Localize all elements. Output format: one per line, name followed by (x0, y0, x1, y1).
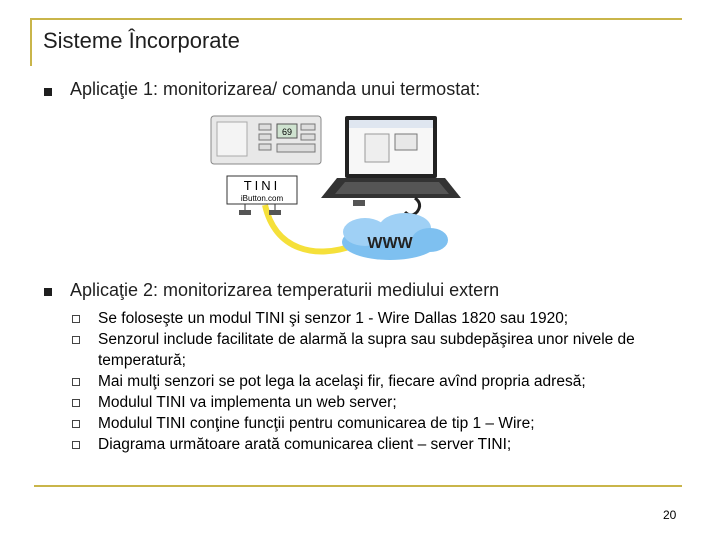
cloud-icon (342, 213, 448, 260)
frame-left-line (30, 18, 32, 66)
checkbox-bullet-icon (72, 315, 80, 323)
frame-top-line (30, 18, 682, 20)
tini-module-icon (227, 176, 297, 215)
list-item: Modulul TINI conţine funcţii pentru comunicarea de tip 1 – Wire; (72, 413, 672, 434)
list-item: Se foloseşte un modul TINI şi senzor 1 - Wire Dallas 1820 sau 1920; (72, 308, 672, 329)
list-item: Diagrama următoare arată comunicarea client – server TINI; (72, 434, 672, 455)
checkbox-bullet-icon (72, 441, 80, 449)
list-item: Modulul TINI va implementa un web server; (72, 392, 672, 413)
sub-bullet-list (72, 308, 672, 455)
checkbox-bullet-icon (72, 420, 80, 428)
laptop-icon (321, 116, 461, 198)
list-item: Mai mulţi senzori se pot lega la acelaşi fir, fiecare avînd propria adresă; (72, 371, 672, 392)
bullet-item-app2: Aplicaţie 2: monitorizarea temperaturii mediului extern (70, 280, 500, 300)
frame-bottom-line (34, 485, 682, 487)
thermostat-display: 69 (281, 127, 293, 137)
slide-title: Sisteme Încorporate (43, 28, 240, 53)
tini-sublabel: iButton.com (240, 194, 284, 203)
bullet-square-icon (44, 288, 52, 296)
bullet-item-app1: Aplicaţie 1: monitorizarea/ comanda unui termostat: (70, 79, 481, 99)
checkbox-bullet-icon (72, 336, 80, 344)
page-number: 20 (663, 508, 677, 522)
thermostat-network-illustration (205, 110, 470, 265)
checkbox-bullet-icon (72, 399, 80, 407)
cloud-label: WWW (367, 235, 413, 252)
list-item: Senzorul include facilitate de alarmă la supra sau subdepăşirea unor nivele de temperatură; (72, 329, 672, 371)
tini-label: TINI (243, 178, 281, 193)
bullet-square-icon (44, 88, 52, 96)
thermostat-icon (211, 116, 321, 164)
checkbox-bullet-icon (72, 378, 80, 386)
